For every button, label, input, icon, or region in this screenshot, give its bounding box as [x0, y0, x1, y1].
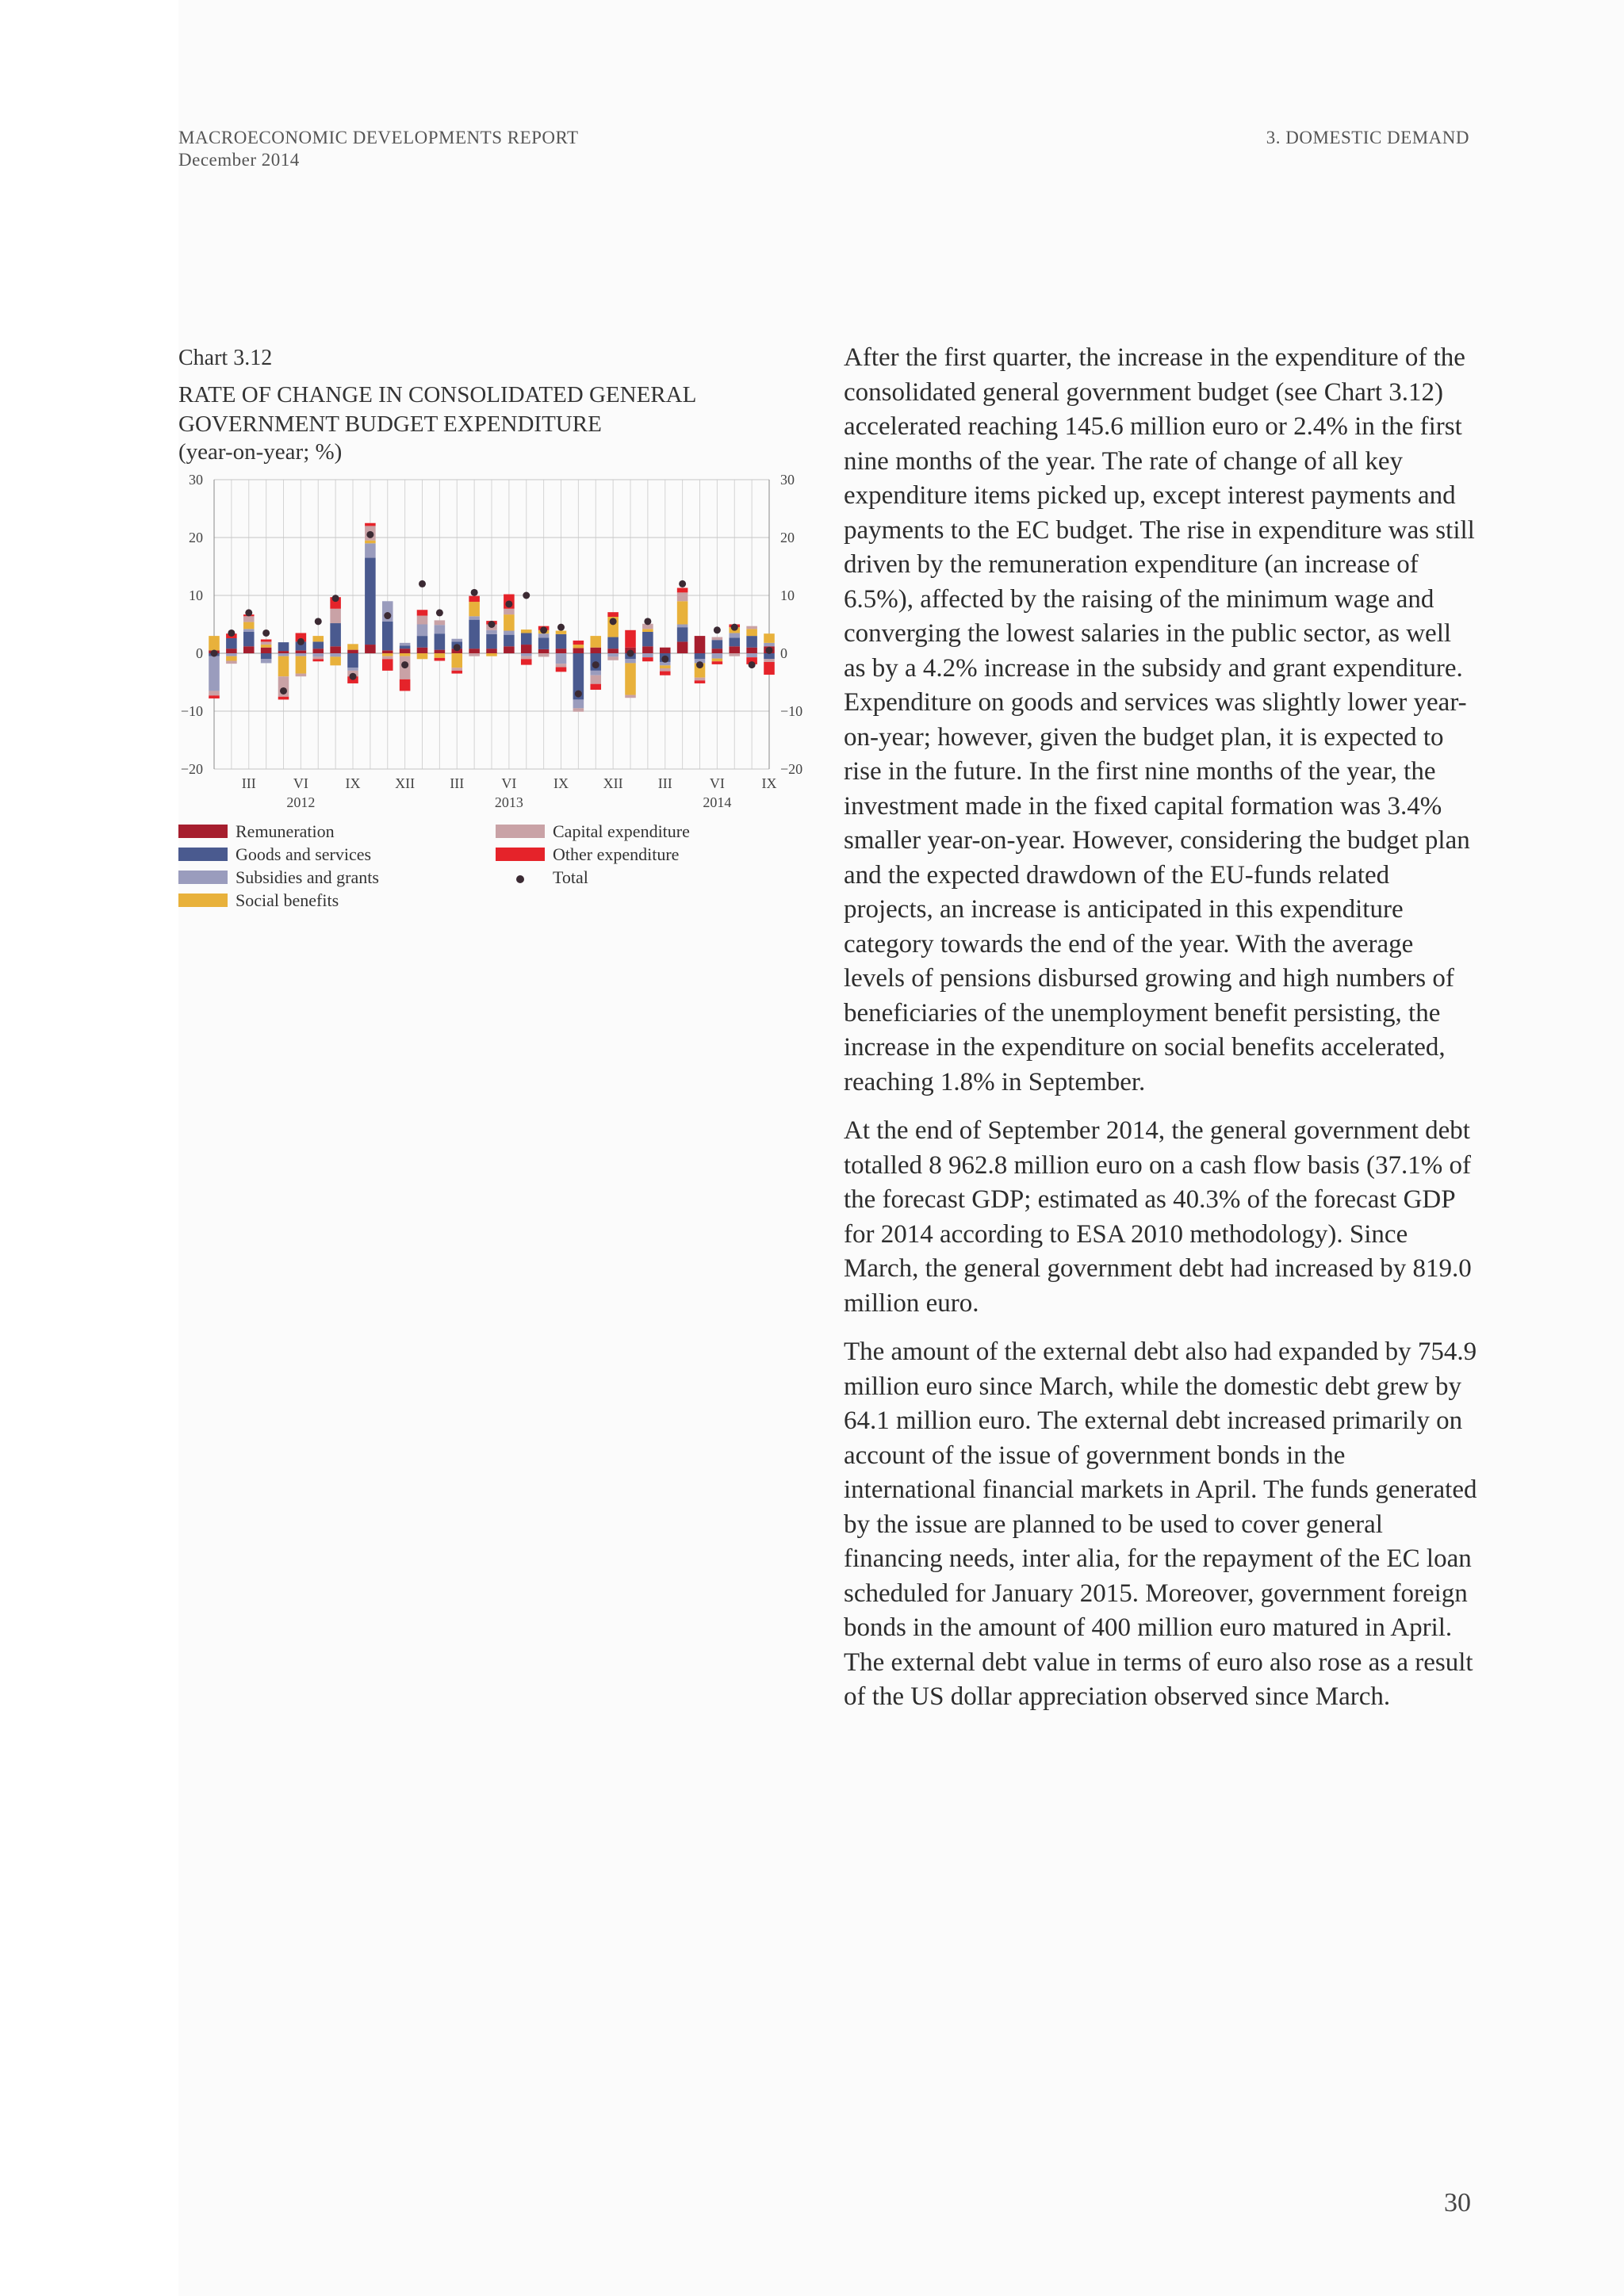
bar-segment-social — [660, 665, 671, 668]
bar-segment-capital — [746, 626, 757, 629]
bar-segment-remuneration — [504, 646, 515, 653]
bar-segment-remuneration — [538, 649, 550, 653]
bar-segment-goods — [312, 641, 324, 649]
legend-item-goods — [178, 844, 371, 866]
total-point — [610, 618, 617, 625]
total-point — [454, 644, 461, 651]
chart-label: Chart 3.12 — [178, 346, 273, 370]
bar-segment-remuneration — [573, 648, 584, 653]
total-point — [679, 580, 686, 587]
bar-segment-remuneration — [695, 636, 706, 653]
bar-segment-remuneration — [607, 649, 619, 653]
bar-segment-capital — [435, 620, 446, 625]
bar-segment-remuneration — [400, 649, 411, 653]
bar-segment-goods — [243, 632, 255, 646]
bar-segment-capital — [243, 616, 255, 622]
bar-segment-capital — [504, 609, 515, 614]
x-year-label: 2012 — [286, 794, 316, 810]
total-point — [523, 592, 530, 599]
bar-segment-remuneration — [521, 645, 532, 653]
bar-segment-subsidies — [538, 633, 550, 637]
bar-segment-remuneration — [486, 649, 497, 653]
total-point — [575, 691, 582, 698]
bar-segment-capital — [607, 656, 619, 660]
total-point — [557, 624, 565, 631]
bar-segment-goods — [347, 653, 358, 668]
bar-segment-subsidies — [400, 643, 411, 646]
bar-segment-social — [261, 645, 272, 648]
bar-segment-subsidies — [435, 625, 446, 633]
bar-segment-social — [504, 614, 515, 630]
bar-segment-other — [209, 695, 220, 698]
bar-segment-social — [486, 653, 497, 656]
bar-segment-capital — [226, 660, 237, 664]
bar-segment-remuneration — [347, 650, 358, 653]
bar-segment-subsidies — [504, 631, 515, 635]
bar-segment-subsidies — [590, 671, 601, 675]
total-point — [714, 626, 721, 633]
y-tick-label-right: 0 — [780, 645, 787, 661]
legend-swatch-remuneration — [178, 825, 228, 838]
bar-segment-social — [278, 656, 289, 677]
bar-segment-social — [312, 636, 324, 641]
bar-segment-other — [607, 612, 619, 617]
y-tick-label-left: −20 — [180, 761, 203, 777]
bar-segment-other — [400, 679, 411, 691]
bar-segment-subsidies — [365, 543, 376, 557]
bar-segment-capital — [261, 641, 272, 645]
bar-segment-social — [330, 656, 341, 665]
bar-segment-subsidies — [261, 659, 272, 663]
bar-segment-social — [296, 656, 307, 674]
bar-segment-capital — [764, 659, 775, 662]
bar-segment-other — [417, 610, 428, 615]
bar-segment-remuneration — [660, 648, 671, 653]
body-text — [844, 341, 1478, 1729]
bar-segment-social — [573, 645, 584, 648]
total-point — [505, 600, 512, 607]
total-point — [644, 618, 651, 625]
bar-segment-other — [261, 639, 272, 641]
bar-segment-social — [400, 653, 411, 656]
bar-segment-other — [365, 523, 376, 526]
bar-segment-remuneration — [278, 651, 289, 653]
bar-segment-other — [625, 630, 636, 648]
x-tick-label: VI — [293, 775, 308, 791]
x-tick-label: IX — [761, 775, 777, 791]
x-tick-label: IX — [345, 775, 361, 791]
y-tick-label-right: 10 — [780, 587, 795, 603]
bar-segment-remuneration — [312, 649, 324, 653]
bar-segment-goods — [469, 620, 480, 649]
bar-segment-goods — [712, 640, 723, 649]
bar-segment-other — [660, 672, 671, 675]
bar-segment-other — [451, 671, 462, 674]
bar-segment-remuneration — [382, 650, 393, 653]
bar-segment-capital — [451, 668, 462, 671]
bar-segment-subsidies — [417, 625, 428, 637]
bar-segment-remuneration — [330, 646, 341, 653]
total-point — [627, 650, 634, 657]
legend-label-subsidies: Subsidies and grants — [236, 867, 379, 887]
total-point — [366, 531, 373, 538]
expenditure-chart — [163, 468, 813, 817]
bar-segment-goods — [538, 637, 550, 649]
bar-segment-remuneration — [642, 646, 653, 653]
bar-segment-subsidies — [312, 653, 324, 656]
y-tick-label-right: −10 — [780, 703, 803, 719]
bar-segment-subsidies — [625, 659, 636, 663]
x-tick-label: III — [450, 775, 465, 791]
bar-segment-remuneration — [712, 649, 723, 653]
x-tick-label: III — [241, 775, 256, 791]
legend-label-total: Total — [553, 867, 588, 887]
bar-segment-other — [642, 657, 653, 661]
bar-segment-remuneration — [243, 646, 255, 653]
bar-segment-other — [278, 697, 289, 700]
bar-segment-goods — [382, 622, 393, 651]
chart-title: RATE OF CHANGE IN CONSOLIDATED GENERAL GOVERNMENT BUDGET EXPENDITURE — [178, 382, 696, 437]
bar-segment-social — [625, 663, 636, 695]
bar-segment-remuneration — [590, 648, 601, 653]
bar-segment-subsidies — [712, 653, 723, 659]
bar-segment-other — [677, 588, 688, 593]
total-point — [297, 638, 304, 645]
total-point — [280, 687, 287, 695]
bar-segment-goods — [556, 634, 567, 649]
bar-segment-subsidies — [469, 616, 480, 619]
total-point — [315, 618, 322, 625]
bar-segment-capital — [660, 668, 671, 672]
x-tick-label: IX — [553, 775, 569, 791]
bar-segment-subsidies — [607, 653, 619, 656]
total-point — [211, 650, 218, 657]
total-point — [731, 624, 738, 631]
y-tick-label-left: −10 — [180, 703, 203, 719]
bar-segment-social — [365, 541, 376, 544]
bar-segment-social — [382, 653, 393, 656]
bar-segment-subsidies — [278, 653, 289, 656]
bar-segment-other — [712, 661, 723, 664]
bar-segment-remuneration — [556, 649, 567, 653]
bar-segment-subsidies — [729, 633, 740, 637]
bar-segment-capital — [538, 653, 550, 656]
bar-segment-social — [712, 659, 723, 662]
legend-swatch-goods — [178, 848, 228, 861]
x-tick-label: XII — [603, 775, 623, 791]
total-point — [262, 629, 270, 637]
bar-segment-goods — [278, 642, 289, 651]
bar-segment-goods — [677, 627, 688, 641]
bar-segment-subsidies — [243, 629, 255, 632]
legend-label-other: Other expenditure — [553, 844, 680, 864]
bar-segment-capital — [469, 653, 480, 656]
bar-segment-other — [573, 641, 584, 645]
bar-segment-other — [435, 658, 446, 661]
bar-segment-goods — [521, 633, 532, 645]
bar-segment-capital — [712, 637, 723, 641]
x-tick-label: VI — [709, 775, 725, 791]
x-tick-label: VI — [501, 775, 517, 791]
legend-item-capital — [496, 821, 690, 843]
y-tick-label-left: 20 — [189, 530, 203, 545]
total-point — [592, 661, 599, 668]
bar-segment-capital — [625, 695, 636, 698]
bar-segment-subsidies — [330, 653, 341, 656]
bar-segment-goods — [695, 653, 706, 659]
bar-segment-subsidies — [296, 653, 307, 656]
total-point — [488, 621, 496, 628]
bar-segment-social — [435, 653, 446, 658]
bar-segment-social — [226, 656, 237, 661]
total-point — [350, 673, 357, 680]
legend-label-goods: Goods and services — [236, 844, 372, 864]
bar-segment-social — [209, 636, 220, 650]
bar-segment-capital — [417, 616, 428, 625]
bar-segment-goods — [400, 646, 411, 649]
bar-segment-social — [243, 622, 255, 629]
bar-segment-capital — [729, 653, 740, 656]
total-point — [766, 647, 773, 654]
bar-segment-subsidies — [573, 699, 584, 708]
y-tick-label-right: −20 — [780, 761, 803, 777]
total-point — [696, 661, 703, 668]
bar-segment-capital — [330, 609, 341, 623]
legend-item-remuneration — [178, 821, 335, 843]
bar-segment-other — [590, 684, 601, 690]
bar-segment-remuneration — [746, 648, 757, 653]
bar-segment-goods — [365, 558, 376, 645]
bar-segment-social — [347, 644, 358, 649]
bar-segment-social — [764, 633, 775, 643]
bar-segment-remuneration — [261, 648, 272, 653]
legend-item-other — [496, 844, 679, 866]
bar-segment-goods — [642, 632, 653, 646]
bar-segment-subsidies — [486, 630, 497, 634]
bar-segment-capital — [209, 691, 220, 695]
legend-label-remuneration: Remuneration — [236, 821, 335, 841]
bar-segment-other — [312, 659, 324, 661]
x-tick-label: XII — [395, 775, 416, 791]
bar-segment-social — [642, 629, 653, 632]
legend-item-subsidies — [178, 867, 379, 889]
bar-segment-subsidies — [521, 653, 532, 656]
bar-segment-subsidies — [642, 653, 653, 657]
paragraph: After the first quarter, the increase in the expenditure of the consolidated general government budget (see Chart 3.12) accelerated reaching 145.6 million euro or 2.4% in the first nine months of the year. The rate of change of all key expenditure items picked up, except interest payments and payments to the EC budget. The rise in expenditure was still driven by the remuneration expenditure (an increase of 6.5%), affected by the raising of the minimum wage and converging the lowest salaries in the public sector, as well as by a 4.2% increase in the subsidy and grant expenditure. Expenditure on goods and services was slightly lower year-on-year; however, given the budget plan, it is expected to rise in the future. In the first nine months of the year, the investment made in the fixed capital formation was 3.4% smaller year-on-year. However, considering the budget plan and the expected drawdown of the EU-funds related projects, an increase is anticipated in this expenditure category towards the end of the year. With the average levels of pensions disbursed growing and high numbers of beneficiaries of the unemployment benefit persisting, the increase in the expenditure on social benefits accelerated, reaching 1.8% in September. — [844, 343, 1475, 1096]
bar-segment-other — [521, 659, 532, 664]
bar-segment-other — [695, 680, 706, 683]
bar-segment-other — [382, 659, 393, 671]
legend-swatch-other — [496, 848, 545, 861]
bar-segment-social — [451, 653, 462, 668]
bar-segment-goods — [226, 638, 237, 649]
bar-segment-subsidies — [209, 656, 220, 691]
bar-segment-goods — [764, 653, 775, 659]
total-point — [471, 589, 478, 596]
report-date: December 2014 — [178, 150, 300, 170]
bar-segment-remuneration — [365, 645, 376, 653]
bar-segment-subsidies — [764, 643, 775, 646]
paragraph: The amount of the external debt also had expanded by 754.9 million euro since March, while the domestic debt grew by 64.1 million euro. The external debt increased primarily on account of the issue of government bonds in the international financial markets in April. The funds generated by the issue are planned to be used to cover general financing needs, inter alia, for the repayment of the EC loan scheduled for January 2015. Moreover, government foreign bonds in the amount of 400 million euro matured in April. The external debt value in terms of euro also rose as a result of the US dollar appreciation observed since March. — [844, 1337, 1477, 1711]
y-tick-label-left: 10 — [189, 587, 203, 603]
legend-swatch-subsidies — [178, 871, 228, 884]
bar-segment-social — [417, 653, 428, 659]
bar-segment-capital — [521, 656, 532, 660]
bar-segment-capital — [556, 664, 567, 667]
bar-segment-capital — [677, 592, 688, 601]
x-tick-label: III — [657, 775, 672, 791]
legend-label-capital: Capital expenditure — [553, 821, 690, 841]
bar-segment-goods — [607, 637, 619, 649]
bar-segment-capital — [590, 675, 601, 684]
bar-segment-social — [521, 629, 532, 633]
total-point — [540, 626, 547, 633]
total-point — [245, 609, 252, 616]
bar-segment-remuneration — [417, 648, 428, 653]
bar-segment-capital — [382, 656, 393, 660]
total-point — [401, 661, 408, 668]
bar-segment-other — [764, 662, 775, 675]
section-header: 3. DOMESTIC DEMAND — [1266, 128, 1469, 147]
chart-unit: (year-on-year; %) — [178, 439, 343, 465]
y-tick-label-left: 0 — [196, 645, 203, 661]
total-point — [384, 612, 391, 619]
legend-item-total — [496, 867, 588, 889]
bar-segment-goods — [417, 636, 428, 648]
bar-segment-capital — [573, 708, 584, 711]
bar-segment-subsidies — [677, 625, 688, 628]
legend-item-social — [178, 890, 339, 912]
bar-segment-subsidies — [746, 653, 757, 657]
bar-segment-other — [556, 668, 567, 672]
bar-segment-goods — [486, 634, 497, 649]
bar-segment-subsidies — [556, 653, 567, 664]
legend-label-social: Social benefits — [236, 890, 339, 910]
bar-segment-other — [469, 596, 480, 602]
bar-segment-social — [469, 602, 480, 616]
bar-segment-remuneration — [677, 641, 688, 653]
bar-segment-capital — [312, 656, 324, 659]
bar-segment-social — [590, 636, 601, 648]
bar-segment-goods — [504, 635, 515, 647]
bar-segment-subsidies — [347, 668, 358, 671]
bar-segment-subsidies — [451, 639, 462, 642]
y-tick-label-left: 30 — [189, 472, 203, 488]
total-point — [749, 661, 756, 668]
report-title: MACROECONOMIC DEVELOPMENTS REPORT — [178, 128, 579, 147]
paragraph: At the end of September 2014, the general government debt totalled 8 962.8 million euro on a cash flow basis (37.1% of the forecast GDP; estimated as 40.3% of the forecast GDP for 2014 according to ESA 2010 methodology). Since March, the general government debt had increased by 819.0 million euro. — [844, 1116, 1472, 1318]
y-tick-label-right: 20 — [780, 530, 795, 545]
x-year-label: 2013 — [494, 794, 523, 810]
legend-swatch-total — [496, 867, 545, 889]
total-point — [419, 580, 426, 587]
total-point — [436, 609, 443, 616]
bar-segment-social — [556, 631, 567, 634]
page-number: 30 — [1444, 2188, 1471, 2218]
legend-swatch-capital — [496, 825, 545, 838]
total-point — [228, 629, 235, 637]
bar-segment-remuneration — [435, 650, 446, 653]
x-year-label: 2014 — [703, 794, 732, 810]
bar-segment-remuneration — [469, 649, 480, 653]
bar-segment-goods — [435, 633, 446, 649]
bar-segment-remuneration — [296, 650, 307, 653]
bar-segment-capital — [296, 674, 307, 677]
legend-swatch-social — [178, 894, 228, 907]
bar-segment-remuneration — [226, 649, 237, 653]
bar-segment-goods — [746, 636, 757, 648]
bar-segment-capital — [695, 678, 706, 681]
total-point — [661, 656, 668, 663]
total-point — [332, 595, 339, 602]
bar-segment-goods — [729, 637, 740, 646]
bar-segment-goods — [330, 623, 341, 646]
bar-segment-goods — [261, 653, 272, 659]
bar-segment-social — [677, 601, 688, 624]
bar-segment-social — [746, 629, 757, 636]
running-header-left — [178, 127, 579, 171]
y-tick-label-right: 30 — [780, 472, 795, 488]
bar-segment-remuneration — [729, 646, 740, 653]
bar-segment-subsidies — [226, 653, 237, 656]
